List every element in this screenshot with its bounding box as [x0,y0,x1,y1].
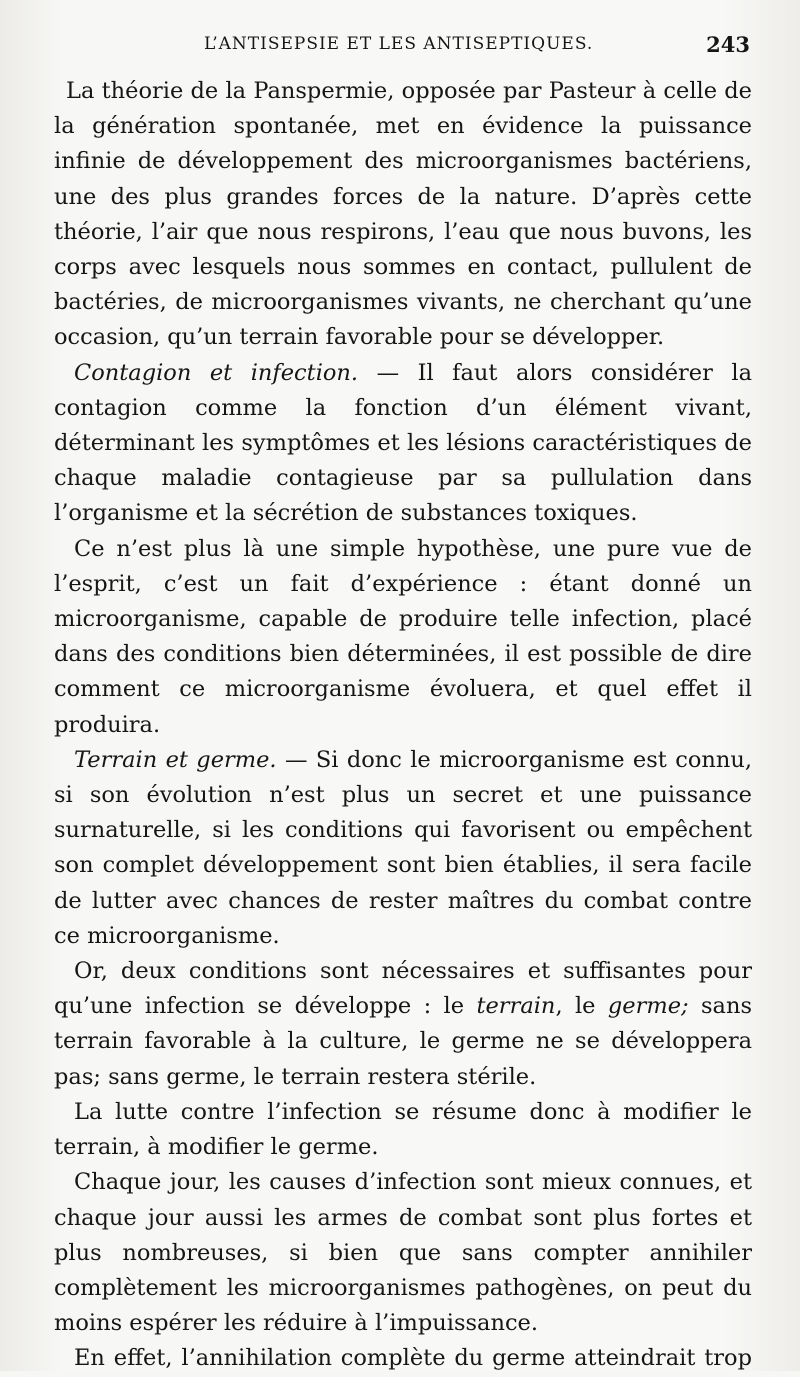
paragraph-text: Chaque jour, les causes d’infection sont mieux connues, et chaque jour aussi les armes de combat sont plus fortes et plus nombreuses, si bien que sans compter annihiler complètement les microorganismes pathogènes, on peut du moins espérer les réduire à l’impuissance. [54,1169,752,1337]
body-text [54,74,752,1377]
paragraph-text: , le [555,993,608,1020]
paragraph-text: En effet, l’annihilation complète du germe atteindrait trop [74,1345,752,1372]
emphasis-terrain: terrain [476,993,556,1020]
paragraph-text: — Il faut alors considérer la contagion comme la fonction d’un élément vivant, déterminant les symptômes et les lésions caractéristiques de chaque maladie contagieuse par sa pullulation dans l’organisme et la sécrétion de substances toxiques. [54,359,752,527]
paragraph-terrain-germe [54,743,752,954]
paragraph-text: — Si donc le microorganisme est connu, si son évolution n’est plus un secret et une puissance surnaturelle, si les conditions qui favorisent ou empêchent son complet développement sont bien établies, il sera facile de lutter avec chances de rester maîtres du combat contre ce microorganisme. [54,746,752,949]
paragraph-text: Or, deux conditions sont nécessaires et suffisantes pour qu’une infection se développe : le [54,958,752,1020]
paragraph-en-effet [54,1341,752,1376]
page-header [54,34,752,74]
paragraph-hypothese [54,532,752,743]
page-number: 243 [706,32,750,57]
paragraph-lutte [54,1095,752,1165]
paragraph-conditions [54,954,752,1095]
paragraph-text: La théorie de la Panspermie, opposée par Pasteur à celle de la génération spontanée, met en évidence la puissance infinie de développement des microorganismes bactériens, une des plus grandes forces de la nature. D’après cette théorie, l’air que nous respirons, l’eau que nous buvons, les corps avec lesquels nous sommes en contact, pullulent de bactéries, de microorganismes vivants, ne cherchant qu’une occasion, qu’un terrain favorable pour se développer. [54,78,752,351]
section-heading-terrain-germe: Terrain et germe. [74,746,277,773]
emphasis-germe: germe; [607,993,689,1020]
paragraph-text: sans terrain favorable à la culture, le germe ne se développera pas; sans germe, le terrain restera stérile. [54,993,752,1090]
section-heading-contagion: Contagion et infection. [74,359,359,386]
running-title: L’ANTISEPSIE ET LES ANTISEPTIQUES. [204,34,594,54]
paragraph-text: Ce n’est plus là une simple hypothèse, une pure vue de l’esprit, c’est un fait d’expérience : étant donné un microorganisme, capable de produire telle infection, placé dans des conditions bien déterminées, il est possible de dire comment ce microorganisme évoluera, et quel effet il produira. [54,535,752,738]
paragraph-text: La lutte contre l’infection se résume donc à modifier le terrain, à modifier le germe. [54,1098,752,1161]
paragraph-chaque-jour [54,1165,752,1341]
paragraph-contagion [54,356,752,532]
paragraph-panspermie [54,74,752,356]
